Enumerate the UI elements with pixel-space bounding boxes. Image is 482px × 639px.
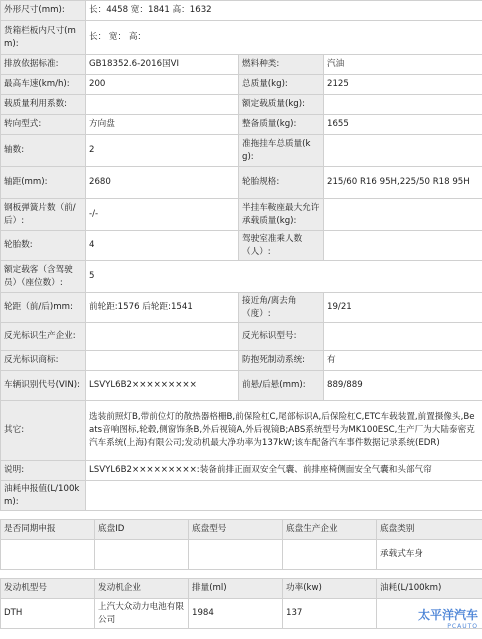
spec-row [1, 75, 482, 95]
chassis-column-header: 底盘型号 [189, 520, 283, 540]
spec-value [86, 95, 239, 115]
spec-value: 19/21 [324, 293, 482, 323]
spec-value: 2680 [86, 167, 239, 199]
spec-label: 反光标识商标: [1, 351, 86, 371]
spec-value [324, 199, 482, 231]
spec-label: 说明: [1, 461, 86, 481]
spec-row [1, 461, 482, 481]
engine-column-header: 油耗(L/100km) [377, 579, 482, 599]
chassis-table [0, 519, 482, 570]
spec-row [1, 293, 482, 323]
spec-value [86, 481, 482, 511]
engine-cell: 上汽大众动力电池有限公司 [95, 599, 189, 629]
engine-column-header: 功率(kw) [283, 579, 377, 599]
spec-value: LSVYL6B2×××××××××:装备前排正面双安全气囊、前排座椅侧面安全气囊和头部气帘 [86, 461, 482, 481]
spec-value: 200 [86, 75, 239, 95]
spec-label: 轮胎规格: [239, 167, 324, 199]
spec-row [1, 401, 482, 461]
spec-row [1, 351, 482, 371]
spec-row [1, 1, 482, 21]
spec-label: 额定载质量(kg): [239, 95, 324, 115]
spec-row [1, 135, 482, 167]
engine-column-header: 发动机企业 [95, 579, 189, 599]
spec-label: 准拖挂车总质量(kg): [239, 135, 324, 167]
spec-label: 防抱死制动系统: [239, 351, 324, 371]
spec-label: 其它: [1, 401, 86, 461]
chassis-cell [189, 540, 283, 570]
engine-table [0, 578, 482, 629]
spec-row [1, 199, 482, 231]
spec-label: 燃料种类: [239, 55, 324, 75]
chassis-row [1, 540, 482, 570]
spec-row [1, 167, 482, 199]
spec-label: 排放依据标准: [1, 55, 86, 75]
spec-value [324, 323, 482, 351]
spec-label: 额定载客（含驾驶员）（座位数）: [1, 261, 86, 293]
spec-label: 钢板弹簧片数（前/后）: [1, 199, 86, 231]
spec-value: LSVYL6B2××××××××× [86, 371, 239, 401]
spec-value [86, 323, 239, 351]
spec-value: 方向盘 [86, 115, 239, 135]
engine-cell: 1984 [189, 599, 283, 629]
chassis-column-header: 底盘生产企业 [283, 520, 377, 540]
chassis-cell: 承载式车身 [377, 540, 482, 570]
spec-label: 轮胎数: [1, 231, 86, 261]
engine-column-header: 排量(ml) [189, 579, 283, 599]
spec-value: 长：4458 宽：1841 高：1632 [86, 1, 482, 21]
engine-cell: DTH [1, 599, 95, 629]
spec-row [1, 261, 482, 293]
spec-label: 车辆识别代号(VIN): [1, 371, 86, 401]
spec-label: 整备质量(kg): [239, 115, 324, 135]
spec-value: 215/60 R16 95H,225/50 R18 95H [324, 167, 482, 199]
spec-value: 4 [86, 231, 239, 261]
spec-label: 反光标识型号: [239, 323, 324, 351]
spec-value [324, 95, 482, 115]
chassis-column-header: 是否同期申报 [1, 520, 95, 540]
spec-label: 半挂车鞍座最大允许承载质量(kg): [239, 199, 324, 231]
chassis-cell [283, 540, 377, 570]
spec-label: 反光标识生产企业: [1, 323, 86, 351]
engine-row [1, 599, 482, 629]
watermark-logo [418, 609, 478, 633]
watermark-main: 太平洋汽车 [417, 608, 478, 622]
watermark-sub: PCAUTO [447, 623, 478, 630]
spec-label: 接近角/离去角（度）: [239, 293, 324, 323]
chassis-column-header: 底盘ID [95, 520, 189, 540]
spec-label: 外形尺寸(mm): [1, 1, 86, 21]
spec-value: 2125 [324, 75, 482, 95]
spec-row [1, 115, 482, 135]
chassis-cell [1, 540, 95, 570]
spec-label: 驾驶室准乘人数（人）: [239, 231, 324, 261]
spec-row [1, 481, 482, 511]
spec-value: 2 [86, 135, 239, 167]
spec-row [1, 231, 482, 261]
spec-value: 有 [324, 351, 482, 371]
spec-value: 长： 宽： 高： [86, 21, 482, 55]
chassis-cell [95, 540, 189, 570]
spec-value [86, 351, 239, 371]
spec-value: GB18352.6-2016国VI [86, 55, 239, 75]
spec-value: 汽油 [324, 55, 482, 75]
chassis-column-header: 底盘类别 [377, 520, 482, 540]
spec-value: 5 [86, 261, 482, 293]
engine-header-row [1, 579, 482, 599]
spec-label: 轴数: [1, 135, 86, 167]
spec-value: 选装前照灯B,带前位灯的散热器格栅B,前保险杠C,尾部标识A,后保险杠C,ETC车载装置,前置摄像头,Beats音响图标,轮毂,侧窗饰条B,外后视镜A,外后视镜B;ABS系统型号为MK100ESC,生产厂为大陆泰密克汽车系统(上海)有限公司;发动机最大净功率为137kW;该车配备汽车事件数据记录系统(EDR) [86, 401, 482, 461]
spec-label: 货箱栏板内尺寸(mm): [1, 21, 86, 55]
engine-column-header: 发动机型号 [1, 579, 95, 599]
spec-label: 最高车速(km/h): [1, 75, 86, 95]
engine-cell: 137 [283, 599, 377, 629]
chassis-header-row [1, 520, 482, 540]
spec-row [1, 21, 482, 55]
spec-label: 转向型式: [1, 115, 86, 135]
spec-value [324, 135, 482, 167]
spec-value [324, 231, 482, 261]
spec-value: 1655 [324, 115, 482, 135]
spec-label: 轮距（前/后)mm: [1, 293, 86, 323]
spec-row [1, 323, 482, 351]
spec-label: 载质量利用系数: [1, 95, 86, 115]
spec-row [1, 95, 482, 115]
spec-row [1, 55, 482, 75]
spec-row [1, 371, 482, 401]
spec-label: 前悬/后悬(mm): [239, 371, 324, 401]
spec-value: 889/889 [324, 371, 482, 401]
spec-value: 前轮距:1576 后轮距:1541 [86, 293, 239, 323]
spec-label: 油耗申报值(L/100km): [1, 481, 86, 511]
spec-label: 总质量(kg): [239, 75, 324, 95]
spec-label: 轴距(mm): [1, 167, 86, 199]
spec-value: -/- [86, 199, 239, 231]
